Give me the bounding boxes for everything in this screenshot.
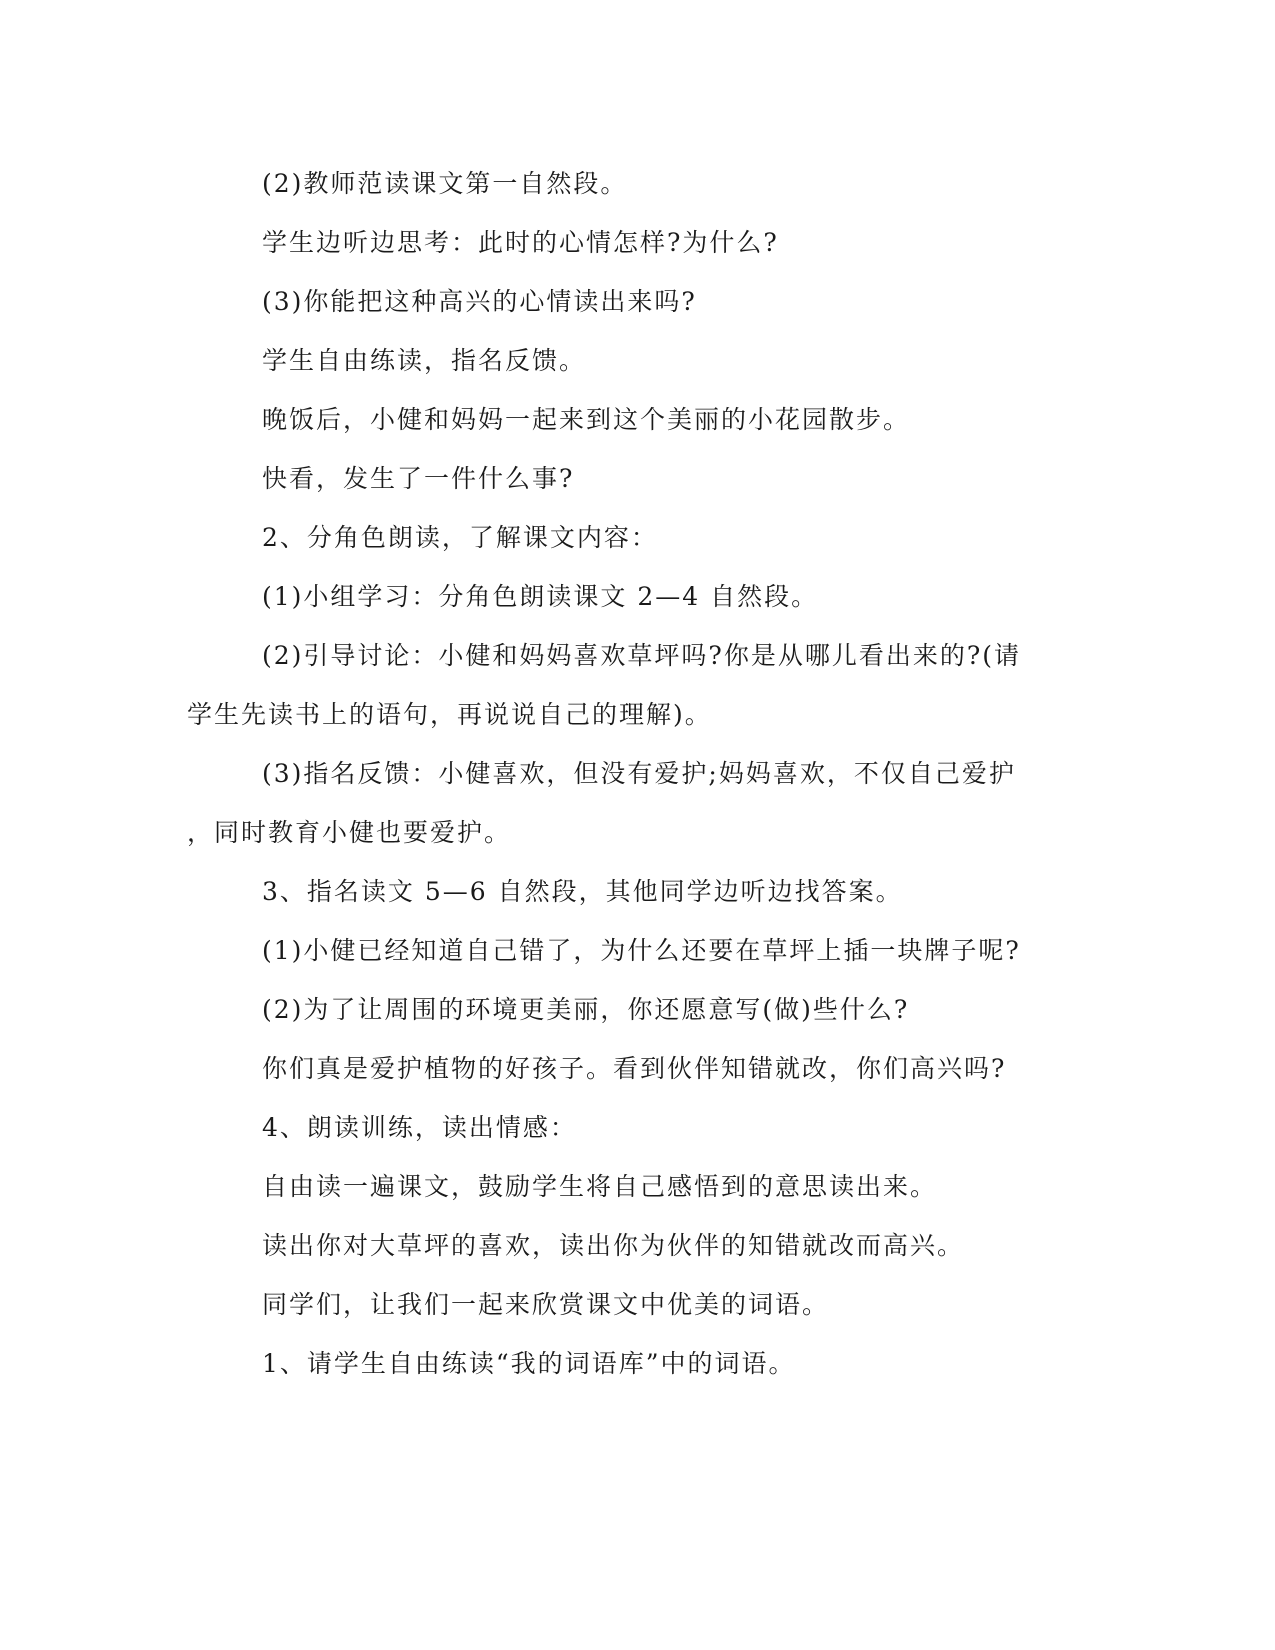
paragraph-line: 快看，发生了一件什么事?	[262, 464, 575, 493]
paragraph-line: 晚饭后，小健和妈妈一起来到这个美丽的小花园散步。	[262, 405, 911, 434]
paragraph-line: (2)引导讨论：小健和妈妈喜欢草坪吗?你是从哪儿看出来的?(请	[262, 641, 1021, 670]
paragraph-line: (2)为了让周围的环境更美丽，你还愿意写(做)些什么?	[262, 995, 910, 1024]
paragraph-line: (3)你能把这种高兴的心情读出来吗?	[262, 287, 697, 316]
paragraph-line: 自由读一遍课文，鼓励学生将自己感悟到的意思读出来。	[262, 1172, 938, 1201]
paragraph-line: 你们真是爱护植物的好孩子。看到伙伴知错就改，你们高兴吗?	[262, 1054, 1007, 1083]
paragraph-line: (3)指名反馈：小健喜欢，但没有爱护;妈妈喜欢，不仅自己爱护	[262, 759, 1016, 788]
paragraph-line-continued: 学生先读书上的语句，再说说自己的理解)。	[187, 700, 712, 729]
paragraph-line: 读出你对大草坪的喜欢，读出你为伙伴的知错就改而高兴。	[262, 1231, 965, 1260]
section-heading: 3、指名读文 5—6 自然段，其他同学边听边找答案。	[262, 877, 903, 906]
paragraph-line: 学生边听边思考：此时的心情怎样?为什么?	[262, 228, 779, 257]
paragraph-line: 同学们，让我们一起来欣赏课文中优美的词语。	[262, 1290, 830, 1319]
paragraph-line: (1)小健已经知道自己错了，为什么还要在草坪上插一块牌子呢?	[262, 936, 1021, 965]
section-heading: 4、朗读训练，读出情感：	[262, 1113, 577, 1142]
paragraph-line: (2)教师范读课文第一自然段。	[262, 169, 628, 198]
section-heading: 1、请学生自由练读“我的词语库”中的词语。	[262, 1349, 796, 1378]
paragraph-line: 学生自由练读，指名反馈。	[262, 346, 587, 375]
paragraph-line: (1)小组学习：分角色朗读课文 2—4 自然段。	[262, 582, 819, 611]
section-heading: 2、分角色朗读，了解课文内容：	[262, 523, 658, 552]
paragraph-line-continued: ，同时教育小健也要爱护。	[187, 818, 512, 847]
